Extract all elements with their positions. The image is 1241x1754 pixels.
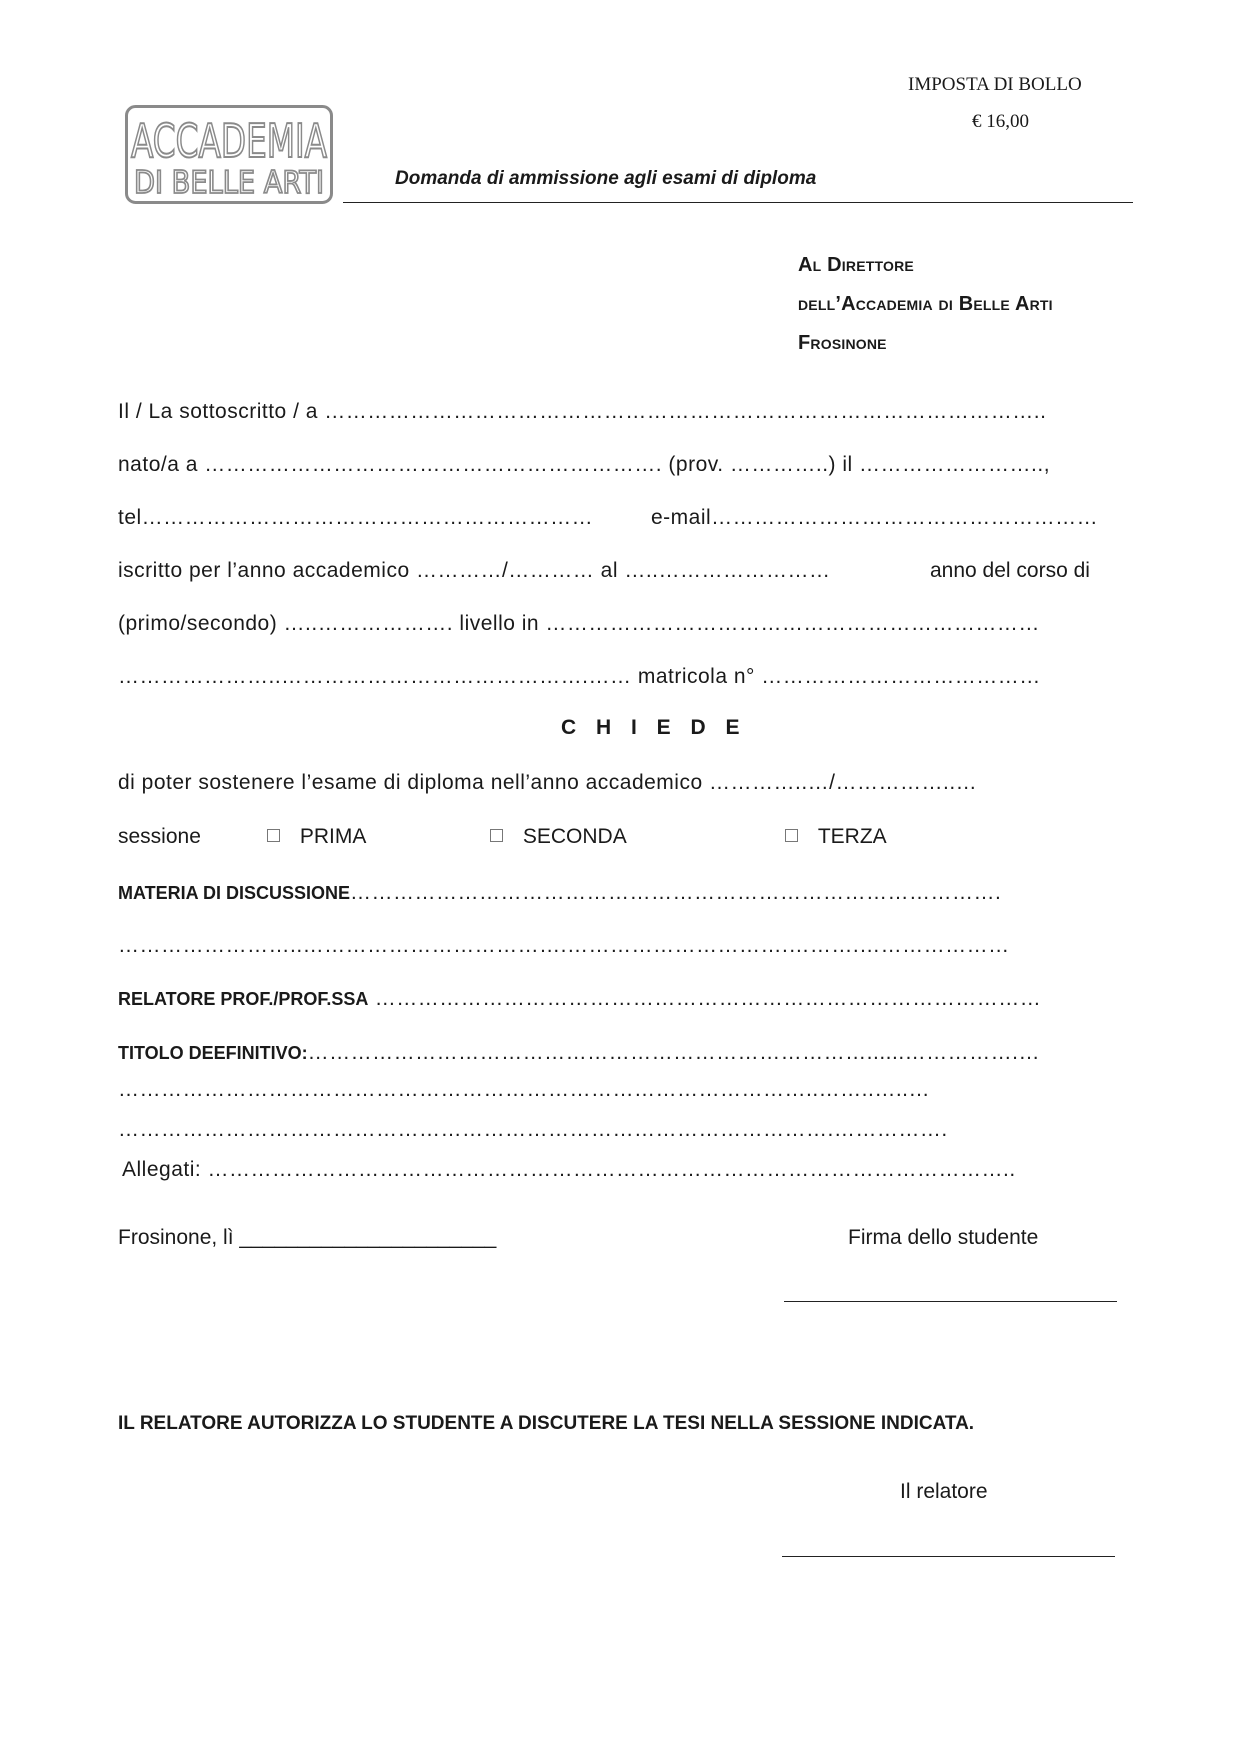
field-materia[interactable] <box>118 881 1001 905</box>
addressee-line-3: Frosinone <box>798 332 887 354</box>
field-titolo-line-3[interactable]: ……………………………………………………………………………………….……………. <box>118 1118 948 1141</box>
field-level[interactable]: (primo/secondo) …..………………. livello in …………………………………………………………… <box>118 612 1040 635</box>
stamp-duty-label: IMPOSTA DI BOLLO <box>908 74 1082 95</box>
header-divider <box>343 202 1133 203</box>
checkbox-icon[interactable] <box>490 829 503 842</box>
logo-line1: ACCADEMIA <box>131 114 328 168</box>
checkbox-icon[interactable] <box>785 829 798 842</box>
titolo-dots: ……………………………………………………………………......…………….… <box>307 1041 1041 1064</box>
session-option-terza[interactable] <box>785 825 887 849</box>
field-materia-line-2[interactable]: ……………………..……………………………….………………………….……….………………… <box>118 934 1010 957</box>
student-signature-line[interactable] <box>784 1301 1117 1302</box>
field-undersigned[interactable]: Il / La sottoscritto / a ……………………………………………………………………………………….. <box>118 400 1047 423</box>
field-place-date[interactable]: Frosinone, lì ______________________ <box>118 1226 497 1249</box>
field-titolo-line-2[interactable]: ……………………………………………………………………………………..……..…..… <box>118 1078 931 1101</box>
relatore-label: RELATORE PROF./PROF.SSA <box>118 989 369 1009</box>
relatore-signature-label: Il relatore <box>900 1480 988 1503</box>
logo-line2: DI BELLE ARTI <box>134 165 324 201</box>
checkbox-icon[interactable] <box>267 829 280 842</box>
field-matricola[interactable]: …………………..…………………………………….…… matricola n° ………………………………… <box>118 665 1041 688</box>
field-relatore[interactable] <box>118 987 1041 1011</box>
field-email[interactable]: e-mail……………………………………………… <box>651 506 1099 529</box>
session-option-label: PRIMA <box>299 825 367 848</box>
addressee-line-2: dell’Accademia di Belle Arti <box>798 293 1053 315</box>
relatore-authorization: IL RELATORE AUTORIZZA LO STUDENTE A DISCUTERE LA TESI NELLA SESSIONE INDICATA. <box>118 1413 975 1434</box>
materia-label: MATERIA DI DISCUSSIONE <box>118 883 351 903</box>
titolo-label: TITOLO DEEFINITIVO: <box>118 1043 308 1063</box>
relatore-dots: ………………………………………………………………………………… <box>368 987 1042 1010</box>
session-option-prima[interactable] <box>267 825 366 849</box>
session-option-label: TERZA <box>817 825 887 848</box>
stamp-duty-amount: € 16,00 <box>972 111 1029 132</box>
request-heading: C H I E D E <box>561 716 747 739</box>
field-phone[interactable]: tel……………………………………………………… <box>118 506 594 529</box>
request-text[interactable]: di poter sostenere l’esame di diploma nell’anno accademico …………..…/……………..… <box>118 771 978 794</box>
session-option-seconda[interactable] <box>490 825 627 849</box>
academy-logo <box>125 105 333 204</box>
field-birthplace[interactable]: nato/a a ………………………………………………………. (prov. …………..) il …………………….., <box>118 453 1051 476</box>
relatore-signature-line[interactable] <box>782 1556 1115 1557</box>
document-title: Domanda di ammissione agli esami di diploma <box>395 168 817 189</box>
student-signature-label: Firma dello studente <box>848 1226 1039 1249</box>
field-academic-year[interactable]: iscritto per l’anno accademico …………/………… al …..…………………… <box>118 559 831 582</box>
field-titolo[interactable] <box>118 1041 1040 1065</box>
addressee-line-1: Al Direttore <box>798 254 914 276</box>
materia-dots: ………………………………………………………………………………. <box>350 881 1002 904</box>
session-option-label: SECONDA <box>522 825 627 848</box>
session-label: sessione <box>118 825 201 848</box>
field-course-year-label: anno del corso di <box>930 559 1090 582</box>
field-allegati[interactable]: Allegati: ………………………………………………………………………………………………….. <box>122 1158 1016 1181</box>
